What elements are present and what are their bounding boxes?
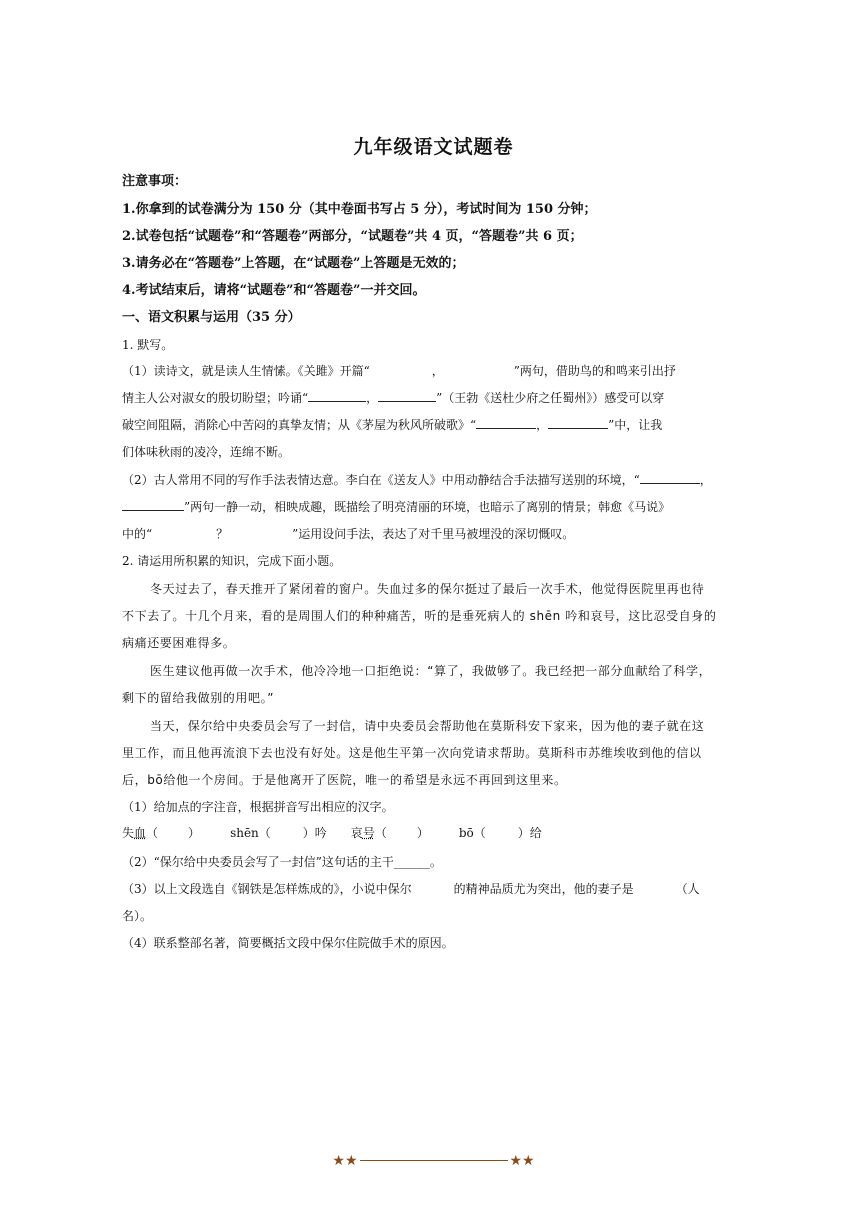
passage-line: 不下去了。十几个月来，看的是周围人们的种种痛苦，听的是垂死病人的 shēn 吟和哀号，这比忍受自身的	[122, 609, 717, 623]
question-1-label: 1. 默写。	[122, 338, 174, 352]
notes-heading: 注意事项：	[122, 174, 188, 189]
pinyin-row: 失血（ ） shēn（ ）吟 哀号（ ） bō（ ）给	[122, 826, 542, 840]
passage-line: 当天，保尔给中央委员会写了一封信，请中央委员会帮助他在莫斯科安下家来，因为他的妻子就在这	[150, 719, 705, 733]
page-title: 九年级语文试题卷	[353, 136, 514, 158]
q1-part2-line2: ”两句一静一动，相映成趣，既描绘了明亮清丽的环境，也暗示了离别的情景；韩愈《马说》	[122, 498, 762, 515]
question-2-label: 2. 请运用所积累的知识，完成下面小题。	[122, 554, 342, 568]
q1-part1-line2: 情主人公对淑女的殷切盼望；吟诵“ ， ”（王勃《送杜少府之任蜀州》）感受可以穿	[122, 391, 665, 405]
passage-line: 里工作，而且他再流浪下去也没有好处。这是他生平第一次向党请求帮助。莫斯科市苏维埃收到他的信以	[122, 746, 702, 760]
q1-part1-line4: 们体味秋雨的凌冷，连绵不断。	[122, 445, 291, 459]
note-item: 1.你拿到的试卷满分为 150 分（其中卷面书写占 5 分），考试时间为 150 分钟；	[122, 202, 597, 217]
note-item: 2.试卷包括“试题卷”和“答题卷”两部分，“试题卷”共 4 页，“答题卷”共 6 页；	[122, 229, 583, 244]
section-heading: 一、语文积累与运用（35 分）	[122, 310, 301, 325]
q2-sub2: （2）“保尔给中央委员会写了一封信”这句话的主干______。	[122, 855, 442, 869]
answer-blank[interactable]	[476, 416, 536, 429]
q1-part1-line3: 破空间阻隔，消除心中苦闷的真挚友情；从《茅屋为秋风所破歌》“ ， ”中，让我	[122, 418, 663, 432]
q2-sub1: （1）给加点的字注音，根据拼音写出相应的汉字。	[122, 800, 394, 814]
q2-sub4: （4）联系整部名著，简要概括文段中保尔住院做手术的原因。	[122, 936, 454, 950]
passage-line: 病痛还要困难得多。	[122, 636, 236, 650]
q2-sub3-cont: 名）。	[122, 909, 153, 923]
page-footer-ornament	[0, 1150, 867, 1169]
answer-blank[interactable]	[640, 471, 700, 484]
star-icon: ★★	[509, 1153, 535, 1169]
answer-blank[interactable]	[378, 389, 436, 402]
passage-line: 医生建议他再做一次手术，他冷冷地一口拒绝说：“算了，我做够了。我已经把一部分血献给了科学，	[150, 664, 712, 678]
q1-part2-line1: （2）古人常用不同的写作手法表情达意。李白在《送友人》中用动静结合手法描写送别的环境，“ ，	[122, 473, 712, 487]
answer-blank[interactable]	[548, 416, 608, 429]
answer-blank[interactable]	[122, 498, 184, 511]
q2-sub3: （3）以上文段选自《钢铁是怎样炼成的》，小说中保尔 的精神品质尤为突出，他的妻子是 （人	[122, 882, 700, 896]
answer-blank[interactable]	[308, 389, 366, 402]
q1-part1-line1: （1）读诗文，就是读人生情愫。《关雎》开篇“ ， ”两句，借助鸟的和鸣来引出抒	[122, 364, 676, 378]
note-item: 4.考试结束后，请将“试题卷”和“答题卷”一并交回。	[122, 283, 426, 298]
note-item: 3.请务必在“答题卷”上答题，在“试题卷”上答题是无效的；	[122, 256, 465, 271]
star-icon: ★★	[332, 1153, 358, 1169]
passage-line: 冬天过去了，春天推开了紧闭着的窗户。失血过多的保尔挺过了最后一次手术，他觉得医院里再也待	[150, 582, 705, 596]
q1-part2-line3: 中的“ ？ ”运用设问手法，表达了对千里马被埋没的深切慨叹。	[122, 527, 575, 541]
passage-line: 后，bō给他一个房间。于是他离开了医院，唯一的希望是永远不再回到这里来。	[122, 773, 567, 787]
passage-line: 剩下的留给我做别的用吧。”	[122, 691, 275, 705]
footer-rule	[360, 1160, 508, 1161]
